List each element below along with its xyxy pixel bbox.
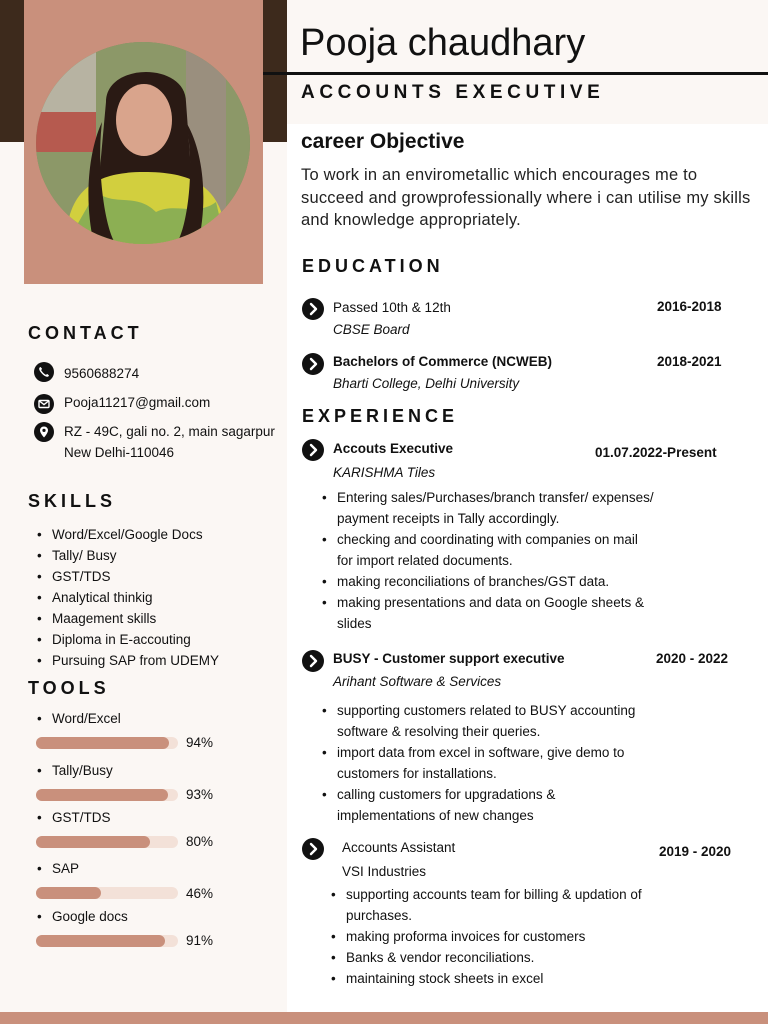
- tool-name: • Word/Excel: [37, 708, 121, 729]
- tool-percent: 94%: [186, 735, 214, 750]
- objective-text: To work in an envirometallic which encourages me to succeed and growprofessionally where i can utilise my skills and knowledge appropriately.: [301, 166, 751, 229]
- profile-photo: [36, 42, 250, 244]
- tool-item: [37, 858, 79, 879]
- experience-item-date: 01.07.2022-Present: [595, 445, 717, 460]
- tool-progress-bar: [36, 737, 178, 749]
- skills-title: SKILLS: [28, 491, 117, 511]
- list-item: • import data from excel in software, give demo to: [322, 742, 635, 763]
- list-item: • Tally/ Busy: [37, 545, 219, 566]
- tool-item: [37, 708, 121, 729]
- skills-list: [37, 524, 219, 671]
- list-item: slides: [337, 616, 372, 631]
- list-item: • Entering sales/Purchases/branch transfer/ expenses/: [322, 487, 654, 508]
- experience-title: EXPERIENCE: [302, 406, 459, 426]
- tool-progress-fill: [36, 789, 168, 801]
- tool-item: [37, 906, 128, 927]
- tool-progress-bar: [36, 836, 178, 848]
- list-item: • Diploma in E-accouting: [37, 629, 219, 650]
- list-item: • Analytical thinkig: [37, 587, 219, 608]
- list-item: • supporting customers related to BUSY accounting: [322, 700, 635, 721]
- tool-progress-fill: [36, 836, 150, 848]
- experience-item-role: BUSY - Customer support executive: [333, 651, 565, 666]
- location-icon: [34, 422, 54, 442]
- list-item: • making presentations and data on Google sheets &: [322, 592, 654, 613]
- experience-item-date: 2019 - 2020: [659, 844, 732, 859]
- tool-name: • SAP: [37, 858, 79, 879]
- list-item: software & resolving their queries.: [337, 724, 541, 739]
- list-item: • Maagement skills: [37, 608, 219, 629]
- chevron-right-icon: [302, 650, 324, 672]
- list-item: • Word/Excel/Google Docs: [37, 524, 219, 545]
- experience-item-role: Accouts Executive: [333, 441, 454, 456]
- phone-icon: [34, 362, 54, 382]
- list-item: • supporting accounts team for billing & updation of: [331, 884, 642, 905]
- list-item: • Pursuing SAP from UDEMY: [37, 650, 219, 671]
- experience-bullets: [322, 700, 635, 826]
- contact-phone: 9560688274: [64, 366, 140, 381]
- chevron-right-icon: [302, 298, 324, 320]
- tool-percent: 93%: [186, 787, 214, 802]
- email-icon: [34, 394, 54, 414]
- tool-name: • GST/TDS: [37, 807, 111, 828]
- tool-item: [37, 807, 111, 828]
- tool-progress-bar: [36, 789, 178, 801]
- list-item: customers for installations.: [337, 766, 497, 781]
- chevron-right-icon: [302, 353, 324, 375]
- list-item: • calling customers for upgradations &: [322, 784, 635, 805]
- list-item: • making reconciliations of branches/GST data.: [322, 571, 654, 592]
- list-item: • maintaining stock sheets in excel: [331, 968, 642, 989]
- list-item: • checking and coordinating with companies on mail: [322, 529, 654, 550]
- tool-name: • Tally/Busy: [37, 760, 113, 781]
- list-item: implementations of new changes: [337, 808, 534, 823]
- objective-title: career Objective: [301, 130, 465, 153]
- list-item: • making proforma invoices for customers: [331, 926, 642, 947]
- experience-item-company: Arihant Software & Services: [333, 674, 502, 689]
- tool-percent: 46%: [186, 886, 214, 901]
- contact-address-line1: RZ - 49C, gali no. 2, main sagarpur: [64, 424, 275, 439]
- tool-progress-fill: [36, 887, 101, 899]
- tool-percent: 91%: [186, 933, 214, 948]
- tool-progress-fill: [36, 737, 169, 749]
- header-divider: [263, 72, 768, 75]
- contact-title: CONTACT: [28, 323, 143, 343]
- experience-item-company: VSI Industries: [342, 864, 427, 879]
- contact-address-line2: New Delhi-110046: [64, 445, 175, 460]
- tool-item: [37, 760, 113, 781]
- chevron-right-icon: [302, 838, 324, 860]
- education-item-date: 2016-2018: [657, 299, 722, 314]
- tool-name: • Google docs: [37, 906, 128, 927]
- list-item: purchases.: [346, 908, 413, 923]
- experience-item-company: KARISHMA Tiles: [333, 465, 436, 480]
- chevron-right-icon: [302, 439, 324, 461]
- candidate-name: Pooja chaudhary: [300, 22, 586, 64]
- education-item-place: Bharti College, Delhi University: [333, 376, 520, 391]
- tools-title: TOOLS: [28, 678, 110, 698]
- job-title: ACCOUNTS EXECUTIVE: [301, 82, 605, 103]
- profile-photo-illustration: [36, 42, 250, 244]
- education-item-date: 2018-2021: [657, 354, 722, 369]
- experience-item-date: 2020 - 2022: [656, 651, 729, 666]
- education-item-place: CBSE Board: [333, 322, 410, 337]
- education-item-name: Passed 10th & 12th: [333, 300, 451, 315]
- experience-bullets: [331, 884, 642, 989]
- tool-progress-fill: [36, 935, 165, 947]
- education-title: EDUCATION: [302, 256, 444, 276]
- list-item: for import related documents.: [337, 553, 513, 568]
- list-item: payment receipts in Tally accordingly.: [337, 511, 560, 526]
- tool-progress-bar: [36, 935, 178, 947]
- tool-percent: 80%: [186, 834, 214, 849]
- experience-bullets: [322, 487, 654, 634]
- list-item: • GST/TDS: [37, 566, 219, 587]
- contact-email: Pooja11217@gmail.com: [64, 395, 211, 410]
- bottom-accent-bar: [0, 1012, 768, 1024]
- experience-item-role: Accounts Assistant: [342, 840, 456, 855]
- tool-progress-bar: [36, 887, 178, 899]
- list-item: • Banks & vendor reconciliations.: [331, 947, 642, 968]
- education-item-name: Bachelors of Commerce (NCWEB): [333, 354, 553, 369]
